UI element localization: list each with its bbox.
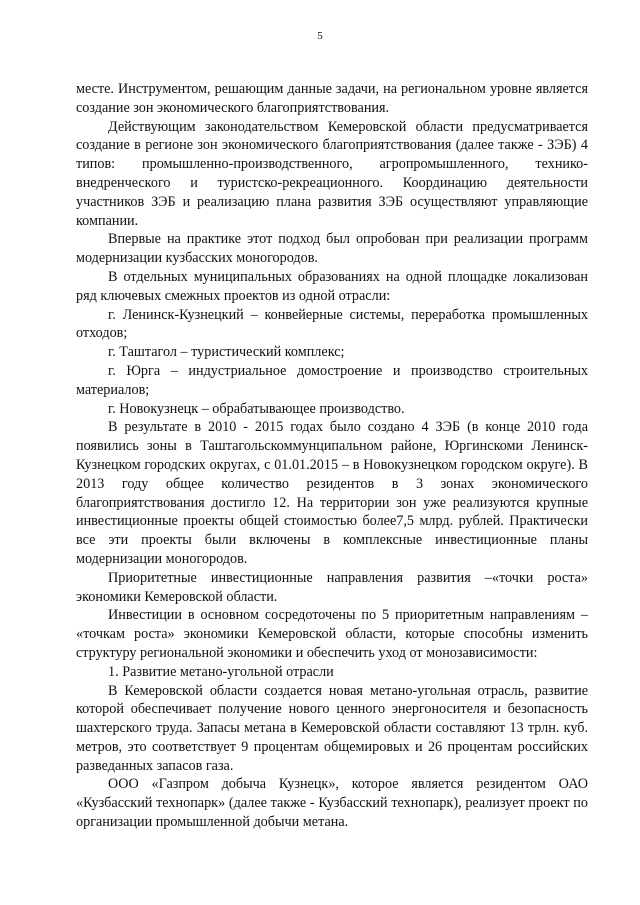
page-number: 5 (317, 30, 323, 42)
paragraph: Действующим законодательством Кемеровской области предусматривается создание в регионе зон экономического благоприятствования (далее также - ЗЭБ) 4 типов: промышленно-производственного, агропромышленного, технико-внедренческого и туристско-рекреационного. Координацию деятельности участников ЗЭБ и реализацию плана развития ЗЭБ осуществляют управляющие компании. (76, 118, 588, 229)
paragraph: г. Новокузнецк – обрабатывающее производство. (108, 400, 405, 417)
paragraph: В отдельных муниципальных образованиях на одной площадке локализован ряд ключевых смежных проектов из одной отрасли: (76, 268, 588, 304)
paragraph: ООО «Газпром добыча Кузнецк», которое является резидентом ОАО «Кузбасский технопарк» (далее также - Кузбасский технопарк), реализует проект по организации промышленной добычи метана. (76, 776, 588, 831)
document-body (76, 80, 588, 832)
paragraph: Приоритетные инвестиционные направления развития –«точки роста» экономики Кемеровской области. (76, 569, 588, 605)
paragraph: 1. Развитие метано-угольной отрасли (108, 663, 334, 680)
paragraph: Инвестиции в основном сосредоточены по 5 приоритетным направлениям – «точкам роста» экономики Кемеровской области, которые способны изменить структуру региональной экономики и обеспечить уход от монозависимости: (76, 607, 588, 661)
paragraph: г. Юрга – индустриальное домостроение и производство строительных материалов; (76, 362, 588, 398)
paragraph: г. Таштагол – туристический комплекс; (108, 344, 345, 361)
paragraph: В результате в 2010 - 2015 годах было создано 4 ЗЭБ (в конце 2010 года появились зоны в Таштагольскоммунципальном районе, Юргинскоми Ленинск-Кузнецком городских округах, с 01.01.2015 – в Новокузнецком городском округе). В 2013 году общее количество резидентов в 3 зонах экономического благоприятствования достигло 12. На территории зон уже реализуются крупные инвестиционные проекты общей стоимостью более7,5 млрд. рублей. Практически все эти проекты были включены в комплексные инвестиционные планы модернизации моногородов. (76, 419, 588, 567)
paragraph: г. Ленинск-Кузнецкий – конвейерные системы, переработка промышленных отходов; (76, 306, 588, 342)
paragraph: В Кемеровской области создается новая метано-угольная отрасль, развитие которой обеспечивает получение нового ценного энергоносителя и безопасность шахтерского труда. Запасы метана в Кемеровской области составляют 13 трлн. куб. метров, это соответствует 9 процентам общемировых и 26 процентам российских разведанных запасов газа. (76, 682, 588, 774)
paragraph: месте. Инструментом, решающим данные задачи, на региональном уровне является создание зон экономического благоприятствования. (76, 81, 588, 116)
paragraph: Впервые на практике этот подход был опробован при реализации программ модернизации кузбасских моногородов. (76, 231, 588, 267)
